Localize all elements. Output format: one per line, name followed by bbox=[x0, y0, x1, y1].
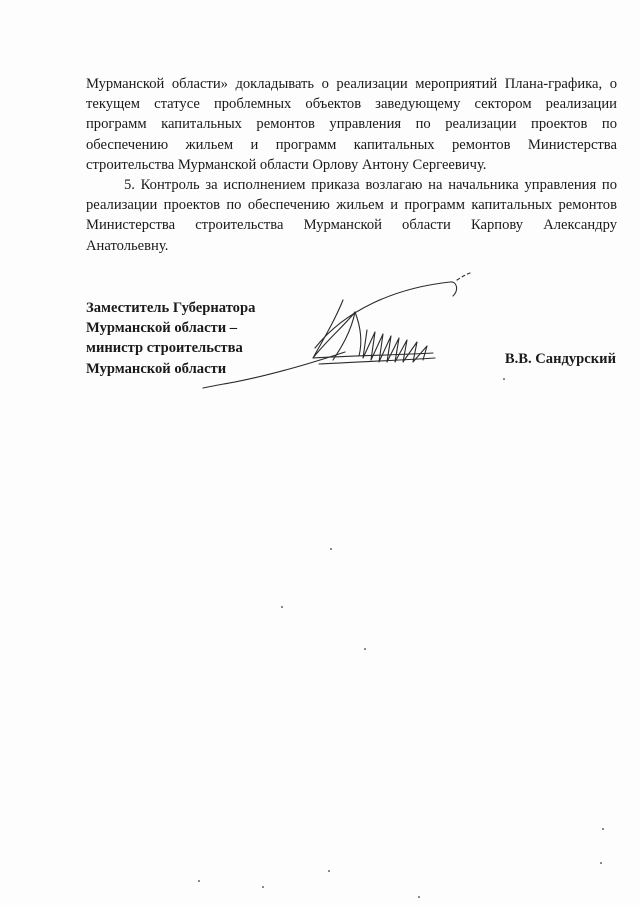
scan-speck bbox=[503, 378, 505, 380]
signatory-title-line: Мурманской области – bbox=[86, 320, 238, 337]
scan-speck bbox=[281, 606, 283, 608]
paragraph-continuation: Мурманской области» докладывать о реализации мероприятий Плана-графика, о текущем статусе проблемных объектов заведующему сектором реализации программ капитальных ремонтов управления по реализации проектов по обеспечению жильем и программ капитальных ремонтов Министерства строительства Мурманской области Орлову Антону Сергеевичу. bbox=[86, 76, 617, 173]
signatory-name: В.В. Сандурский bbox=[504, 351, 616, 367]
paragraph-item-5: 5. Контроль за исполнением приказа возлагаю на начальника управления по реализации проектов по обеспечению жильем и программ капитальных ремонтов Министерства строительства Мурманской области Карпову Александру Анатольевну. bbox=[86, 177, 617, 254]
scan-speck bbox=[364, 648, 366, 650]
handwritten-signature bbox=[195, 270, 475, 400]
scan-speck bbox=[262, 886, 264, 888]
signatory-title-line: Заместитель Губернатора bbox=[86, 300, 256, 316]
document-body bbox=[86, 74, 617, 256]
scan-speck bbox=[328, 870, 330, 872]
scan-speck bbox=[600, 862, 602, 864]
signatory-title-line: Мурманской области bbox=[86, 360, 227, 377]
signatory-title-line: министр строительства bbox=[86, 340, 243, 357]
scan-speck bbox=[330, 548, 332, 550]
scan-speck bbox=[602, 828, 604, 830]
scan-speck bbox=[198, 880, 200, 882]
scan-speck bbox=[418, 896, 420, 898]
